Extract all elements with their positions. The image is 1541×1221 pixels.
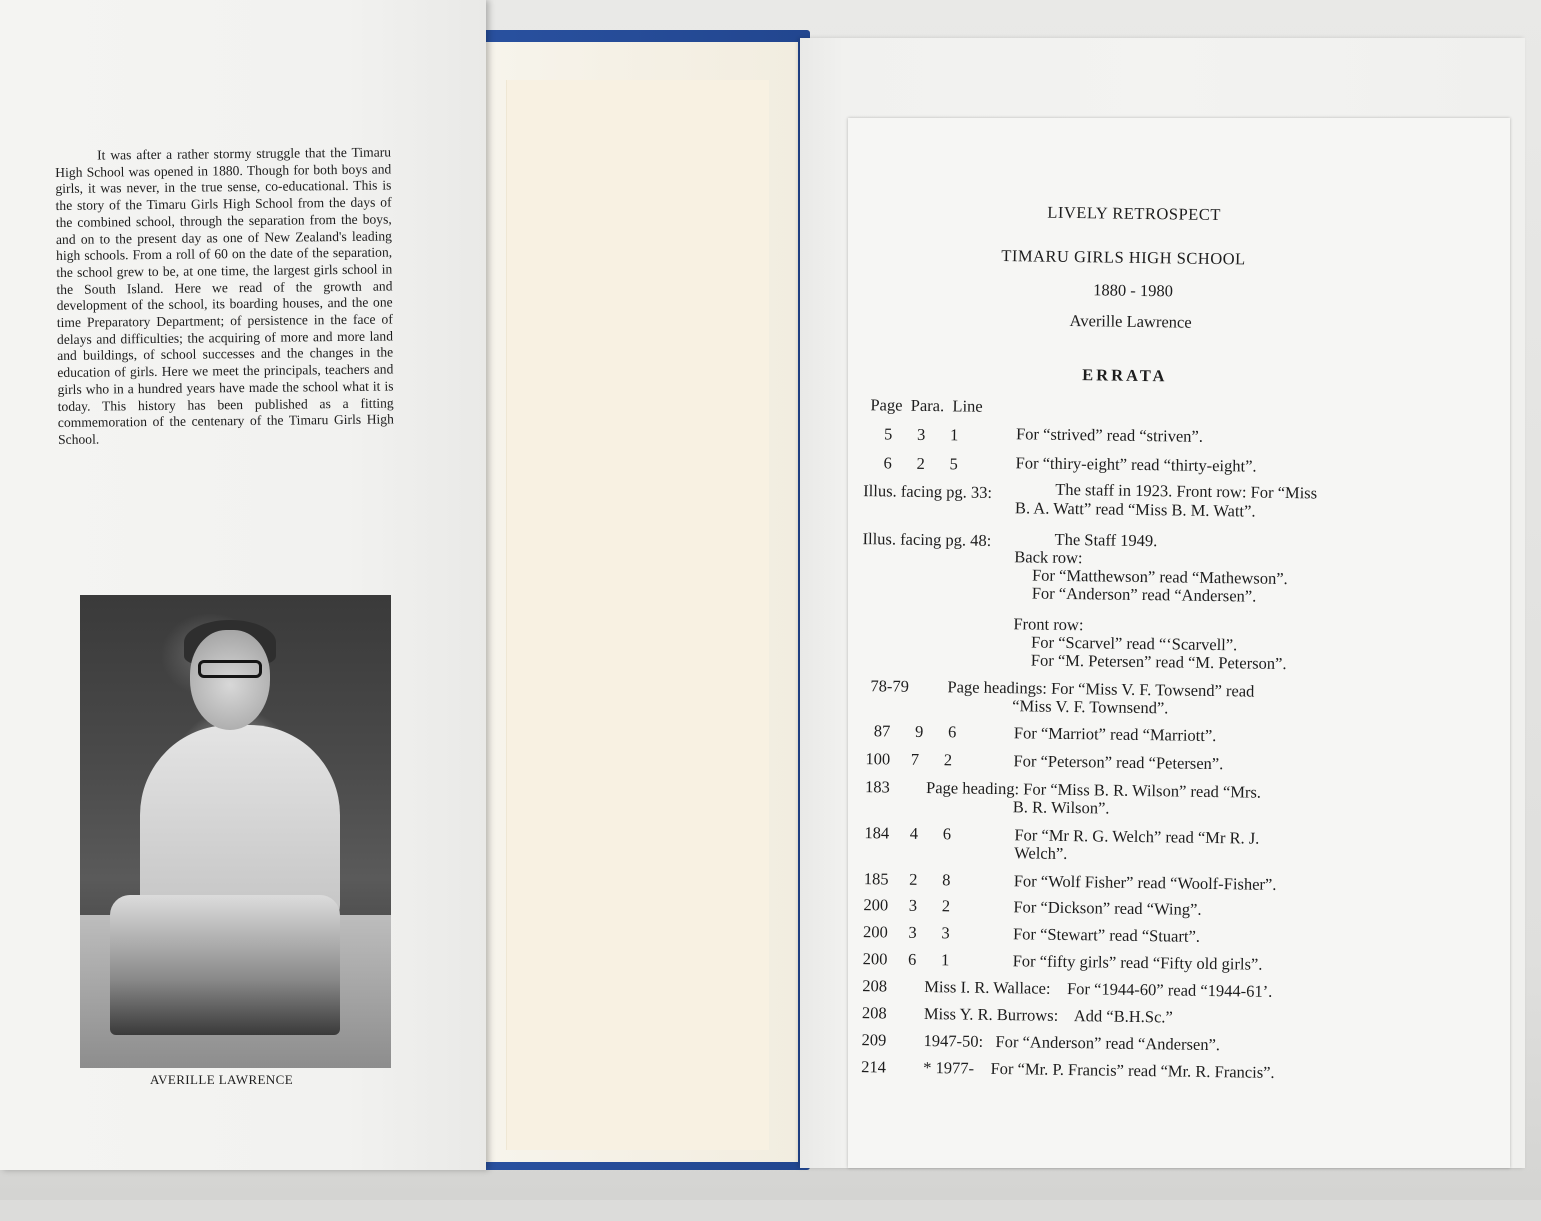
errata-correction: Page heading: For “Miss B. R. Wilson” read “Mrs. — [925, 778, 1262, 802]
errata-column-header: Page Para. Line — [870, 395, 983, 416]
errata-correction: Miss Y. R. Burrows: Add “B.H.Sc.” — [923, 1003, 1173, 1027]
errata-correction: For “strived” read “striven”. — [1015, 424, 1204, 446]
errata-correction-cont: Back row: — [1014, 547, 1083, 568]
errata-correction: Miss I. R. Wallace: For “1944-60” read “1944-61’. — [924, 977, 1273, 1001]
errata-correction-cont: Front row: — [1013, 614, 1084, 635]
errata-correction-cont: Welch”. — [1014, 843, 1068, 863]
errata-correction: For “thiry-eight” read “thirty-eight”. — [1015, 453, 1257, 476]
errata-correction: For “Dickson” read “Wing”. — [1013, 897, 1202, 919]
errata-ref: 78-79 — [870, 676, 910, 696]
photo-typewriter — [110, 895, 340, 1035]
errata-correction: Page headings: For “Miss V. F. Towsend” read — [947, 677, 1255, 701]
errata-correction-cont: B. R. Wilson”. — [1012, 797, 1110, 818]
errata-ref: Illus. facing pg. 48: — [862, 529, 992, 550]
errata-ref: 209 — [861, 1030, 887, 1050]
errata-title: LIVELY RETROSPECT — [1047, 202, 1222, 225]
errata-correction: For “Peterson” read “Petersen”. — [1013, 751, 1224, 774]
photo-caption: AVERILLE LAWRENCE — [150, 1072, 294, 1087]
errata-correction: For “Stewart” read “Stuart”. — [1012, 924, 1201, 946]
errata-heading: ERRATA — [1082, 365, 1168, 386]
errata-ref: 214 — [861, 1057, 887, 1077]
errata-correction: For “Wolf Fisher” read “Woolf-Fisher”. — [1013, 871, 1277, 894]
errata-correction-cont: For “Anderson” read “Andersen”. — [1031, 583, 1257, 606]
errata-correction-cont: B. A. Watt” read “Miss B. M. Watt”. — [1014, 498, 1256, 521]
photo-glasses — [198, 660, 262, 678]
errata-correction: For “Marriot” read “Marriott”. — [1013, 723, 1217, 746]
errata-ref: 200 6 1 — [862, 949, 950, 970]
errata-correction: The staff in 1923. Front row: For “Miss — [1055, 479, 1318, 503]
errata-ref: 185 2 8 — [863, 869, 951, 890]
errata-correction: The Staff 1949. — [1054, 529, 1158, 551]
errata-school: TIMARU GIRLS HIGH SCHOOL — [1001, 246, 1246, 269]
errata-ref: 5 3 1 — [883, 424, 959, 445]
photo-face — [190, 630, 270, 730]
errata-ref: 184 4 6 — [864, 823, 952, 844]
errata-correction: For “fifty girls” read “Fifty old girls”. — [1012, 951, 1263, 974]
errata-ref: 200 3 3 — [862, 922, 950, 943]
errata-correction-cont: “Miss V. F. Townsend”. — [1012, 696, 1169, 718]
errata-ref: 183 — [864, 777, 890, 797]
errata-ref: 208 — [861, 1003, 887, 1023]
errata-correction: 1947-50: For “Anderson” read “Andersen”. — [923, 1030, 1221, 1055]
errata-author: Averille Lawrence — [1069, 310, 1192, 332]
errata-correction: For “Mr R. G. Welch” read “Mr R. J. — [1014, 825, 1260, 848]
errata-years: 1880 - 1980 — [1093, 280, 1174, 301]
errata-ref: Illus. facing pg. 33: — [863, 481, 993, 502]
errata-correction: * 1977- For “Mr. P. Francis” read “Mr. R. Francis”. — [923, 1057, 1275, 1082]
errata-ref: 87 9 6 — [873, 721, 957, 742]
errata-ref: 100 7 2 — [865, 749, 953, 770]
errata-ref: 6 2 5 — [883, 453, 958, 474]
errata-correction-cont: For “Matthewson” read “Mathewson”. — [1031, 565, 1288, 589]
errata-correction-cont: For “M. Petersen” read “M. Peterson”. — [1030, 650, 1287, 674]
jacket-blurb: It was after a rather stormy struggle that the Timaru High School was opened in 1880. Though for both boys and girls, it was never, in the true sense, co-educational. This is the story of the Timaru Girls High School from the days of the combined school, through the separation from the boys, and on to the present day as one of New Zealand's leading high schools. From a roll of 60 on the date of the separation, the school grew to be, at one time, the largest girls school in the South Island. Here we read of the growth and development of the school, its boarding houses, and the one time Preparatory Department; of persistence in the face of delays and difficulties; the acquiring of more and more land and buildings, of school successes and the changes in the education of girls. Here we meet the principals, teachers and girls who in a hundred years have made the school what it is today. This history has been published as a fitting commemoration of the centenary of the Timaru Girls High School. — [55, 144, 394, 447]
errata-ref: 200 3 2 — [863, 895, 951, 916]
errata-correction-cont: For “Scarvel” read “‘Scarvell”. — [1031, 632, 1238, 655]
errata-ref: 208 — [862, 976, 888, 996]
